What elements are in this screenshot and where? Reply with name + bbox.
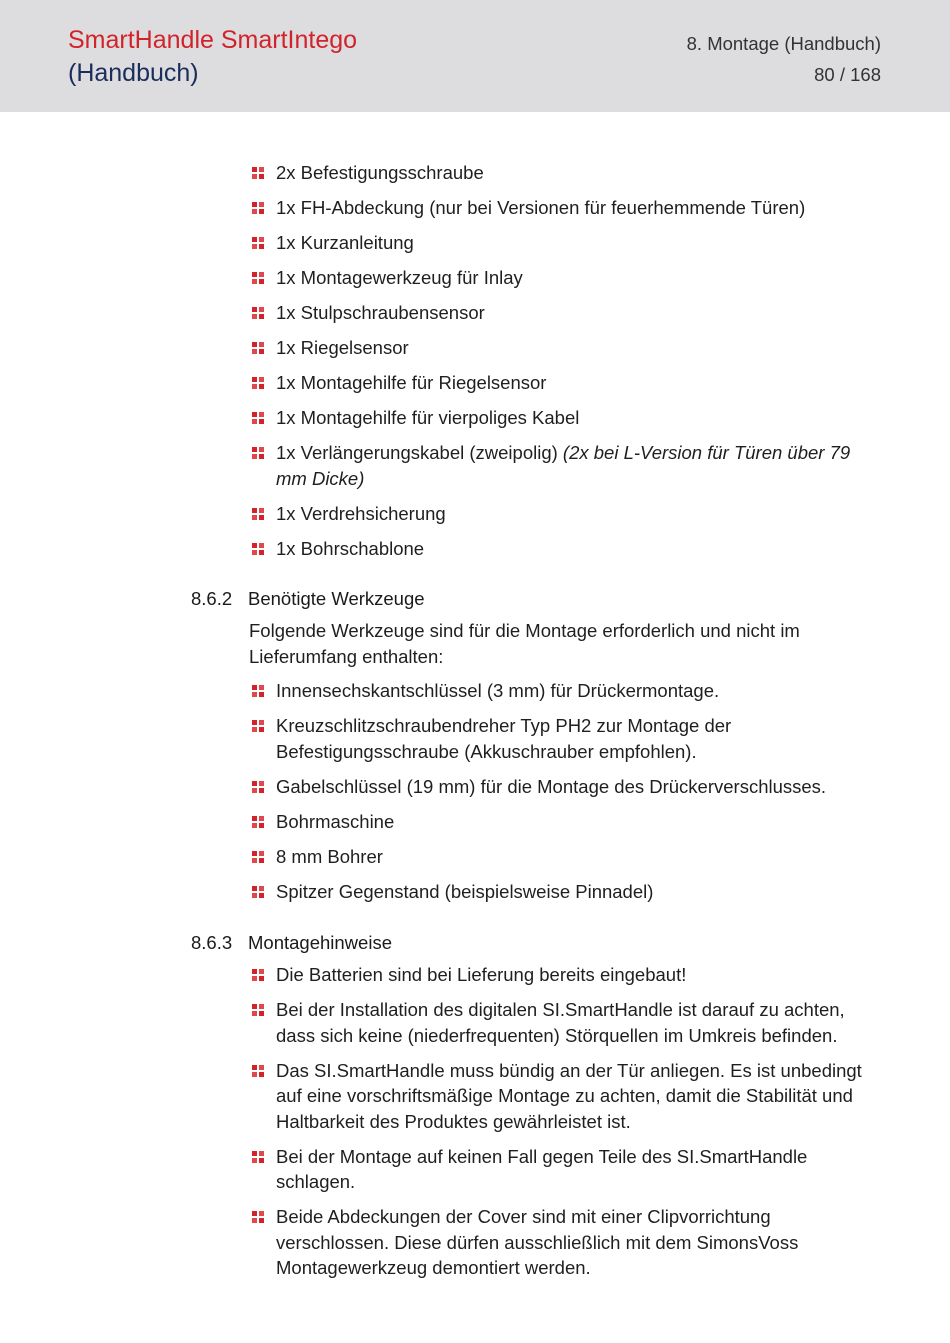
list-item	[252, 405, 874, 431]
list-item-text: 1x Bohrschablone	[276, 537, 425, 559]
list-item	[252, 844, 874, 870]
bullet-icon	[252, 1004, 264, 1016]
bullet-icon	[252, 851, 264, 863]
list-item	[252, 195, 874, 221]
bullet-icon	[252, 447, 264, 459]
section-title: Montagehinweise	[248, 932, 392, 953]
list-item-text: 1x Montagehilfe für vierpoliges Kabel	[276, 407, 580, 428]
list-item-text: 1x Kurzanleitung	[276, 232, 414, 253]
bullet-icon	[252, 1211, 264, 1223]
bullet-icon	[252, 543, 264, 555]
bullet-icon	[252, 508, 264, 520]
list-item	[252, 230, 874, 256]
list-item-text: 1x Montagewerkzeug für Inlay	[276, 267, 523, 288]
list-item	[252, 370, 874, 396]
list-item-text: Bei der Montage auf keinen Fall gegen Teile des SI.SmartHandle schlagen.	[276, 1145, 808, 1192]
list-item	[252, 335, 874, 361]
list-item-text: 1x FH-Abdeckung (nur bei Versionen für feuerhemmende Türen)	[276, 197, 806, 218]
notes-list	[252, 962, 874, 1290]
tools-list	[252, 678, 874, 914]
bullet-icon	[252, 1065, 264, 1077]
section-title: Benötigte Werkzeuge	[248, 588, 425, 609]
section-heading-tools	[191, 586, 425, 612]
list-item-text: 1x Riegelsensor	[276, 337, 409, 358]
list-item-text: 2x Befestigungsschraube	[276, 162, 484, 183]
list-item-text: 1x Stulpschraubensensor	[276, 302, 485, 323]
delivery-list	[252, 160, 874, 571]
list-item	[252, 300, 874, 326]
list-item-text: Bei der Installation des digitalen SI.SmartHandle ist darauf zu achten, dass sich keine (niederfrequenten) Störquellen im Umkreis befinden.	[276, 999, 845, 1046]
list-item-text: 1x Verlängerungskabel (zweipolig)	[276, 442, 563, 463]
list-item	[252, 713, 874, 764]
list-item	[252, 678, 874, 704]
list-item	[252, 440, 874, 491]
list-item	[252, 1204, 874, 1281]
bullet-icon	[252, 272, 264, 284]
bullet-icon	[252, 781, 264, 793]
section-heading-notes	[191, 930, 392, 956]
list-item-text: Kreuzschlitzschraubendreher Typ PH2 zur Montage der Befestigungsschraube (Akkuschrauber empfohlen).	[276, 715, 732, 762]
bullet-icon	[252, 377, 264, 389]
list-item	[252, 997, 874, 1048]
section-number: 8.6.3	[191, 932, 233, 953]
section-number: 8.6.2	[191, 588, 233, 609]
list-item	[252, 962, 874, 988]
list-item-text: 8 mm Bohrer	[276, 845, 383, 867]
bullet-icon	[252, 720, 264, 732]
list-item	[252, 160, 874, 186]
bullet-icon	[252, 816, 264, 828]
list-item-text: Gabelschlüssel (19 mm) für die Montage des Drückerverschlusses.	[276, 775, 827, 797]
list-item	[252, 1058, 874, 1135]
brand-line1: SmartHandle SmartIntego	[68, 26, 358, 54]
bullet-icon	[252, 202, 264, 214]
bullet-icon	[252, 342, 264, 354]
list-item	[252, 265, 874, 291]
list-item-text: Spitzer Gegenstand (beispielsweise Pinnadel)	[276, 880, 654, 902]
list-item	[252, 774, 874, 800]
bullet-icon	[252, 969, 264, 981]
list-item	[252, 501, 874, 527]
list-item-text: Die Batterien sind bei Lieferung bereits eingebaut!	[276, 964, 687, 985]
bullet-icon	[252, 237, 264, 249]
list-item-text: Bohrmaschine	[276, 810, 395, 832]
bullet-icon	[252, 412, 264, 424]
list-item-text: Beide Abdeckungen der Cover sind mit einer Clipvorrichtung verschlossen. Diese dürfen ausschließlich mit dem SimonsVoss Montagewerkzeug demontiert werden.	[276, 1206, 799, 1278]
list-item	[252, 879, 874, 905]
list-item	[252, 809, 874, 835]
list-item	[252, 1144, 874, 1195]
page-number: 80 / 168	[814, 64, 881, 85]
chapter-label: 8. Montage (Handbuch)	[686, 33, 881, 54]
section-intro: Folgende Werkzeuge sind für die Montage erforderlich und nicht im Lieferumfang enthalten:	[249, 620, 800, 667]
list-item-text: Das SI.SmartHandle muss bündig an der Tür anliegen. Es ist unbedingt auf eine vorschriftsmäßige Montage zu achten, damit die Stabilität und Haltbarkeit des Produktes gewährleistet ist.	[276, 1059, 862, 1132]
list-item-note: (2x bei L-Version für Türen über 79 mm Dicke)	[276, 442, 851, 489]
list-item-text: 1x Montagehilfe für Riegelsensor	[276, 372, 547, 393]
document-title	[68, 24, 357, 90]
bullet-icon	[252, 167, 264, 179]
bullet-icon	[252, 886, 264, 898]
header-meta	[687, 28, 881, 90]
bullet-icon	[252, 307, 264, 319]
list-item	[252, 536, 874, 562]
bullet-icon	[252, 1151, 264, 1163]
list-item-text: Innensechskantschlüssel (3 mm) für Drückermontage.	[276, 680, 720, 701]
list-item-text: 1x Verdrehsicherung	[276, 502, 446, 524]
bullet-icon	[252, 685, 264, 697]
page-header	[0, 0, 950, 112]
brand-line2: (Handbuch)	[68, 59, 199, 87]
